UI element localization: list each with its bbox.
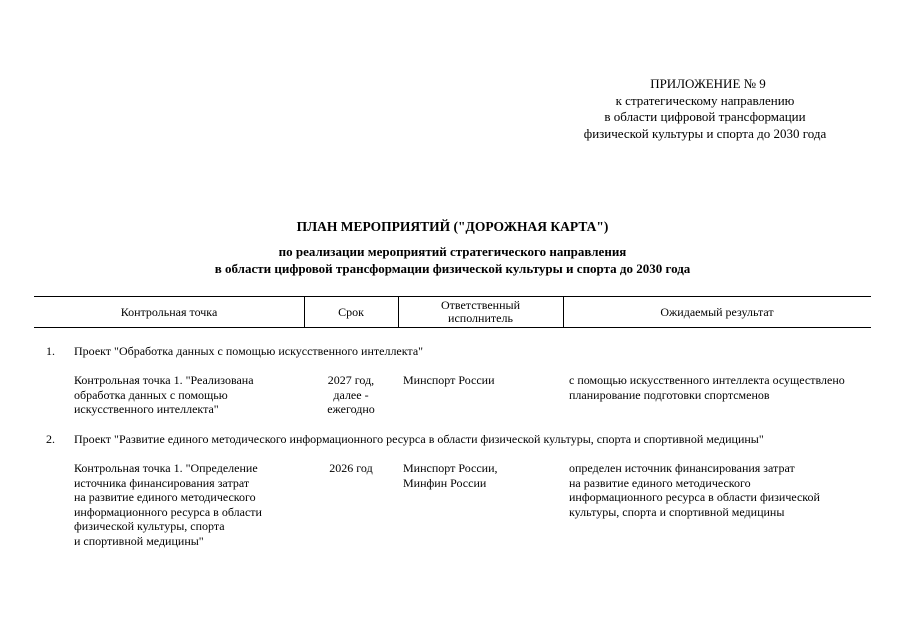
project-number: 2. — [46, 432, 55, 446]
header-checkpoint: Контрольная точка — [120, 304, 218, 319]
table-header — [34, 296, 871, 328]
header-executor: Ответственный исполнитель — [440, 298, 521, 325]
appendix-line: физической культуры и спорта до 2030 года — [583, 125, 827, 141]
document-subtitle — [0, 244, 905, 277]
result-text: определен источник финансирования затрат на развитие единого методического информационного ресурса в области физической культуры, спорта и спортивной медицины — [569, 461, 820, 519]
header-result: Ожидаемый результат — [660, 304, 774, 319]
checkpoint-text: Контрольная точка 1. "Определение источника финансирования затрат на развитие единого методического информационного ресурса в области физической культуры, спорта и спортивной медицины" — [74, 461, 262, 548]
appendix-line: к стратегическому направлению — [615, 92, 795, 108]
project-number: 1. — [46, 344, 55, 358]
result-text: с помощью искусственного интеллекта осуществлено планирование подготовки спортсменов — [569, 373, 845, 402]
project-name: Проект "Развитие единого методического информационного ресурса в области физической культуры, спорта и спортивной медицины" — [74, 432, 764, 446]
deadline-text: 2026 год — [329, 461, 373, 475]
subtitle-line: в области цифровой трансформации физической культуры и спорта до 2030 года — [214, 260, 691, 276]
executor-text: Минспорт России, Минфин России — [403, 461, 498, 490]
appendix-block — [545, 76, 865, 142]
project-name: Проект "Обработка данных с помощью искусственного интеллекта" — [74, 344, 424, 358]
header-deadline: Срок — [338, 304, 364, 319]
appendix-line: в области цифровой трансформации — [604, 109, 806, 124]
document-title: ПЛАН МЕРОПРИЯТИЙ ("ДОРОЖНАЯ КАРТА") — [296, 219, 609, 234]
executor-text: Минспорт России — [403, 373, 495, 387]
deadline-text: 2027 год, далее - ежегодно — [327, 373, 375, 416]
subtitle-line: по реализации мероприятий стратегического направления — [278, 244, 627, 259]
checkpoint-text: Контрольная точка 1. "Реализована обработка данных с помощью искусственного интеллекта" — [74, 373, 254, 416]
appendix-number: ПРИЛОЖЕНИЕ № 9 — [650, 76, 766, 91]
